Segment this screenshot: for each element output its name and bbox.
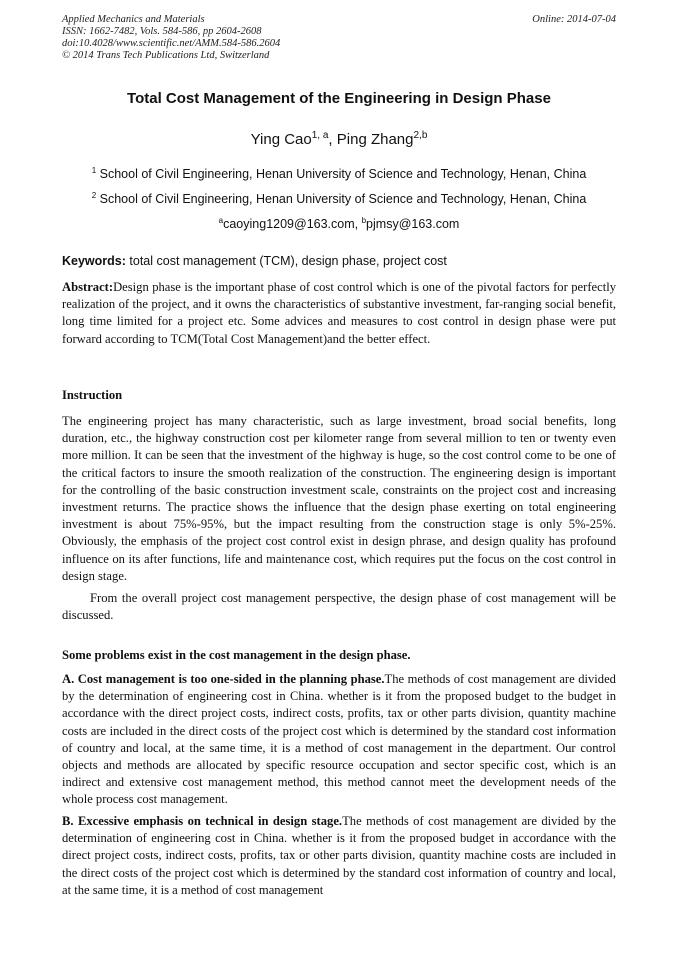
email-b-marker: b: [361, 216, 367, 225]
online-date: Online: 2014-07-04: [532, 14, 616, 25]
author-2-name: Ping Zhang: [336, 131, 414, 148]
instruction-heading: Instruction: [62, 388, 123, 402]
email-a-marker: a: [218, 216, 224, 225]
author-1-name: Ying Cao: [250, 131, 312, 148]
problems-heading: Some problems exist in the cost management in the design phase.: [62, 648, 411, 662]
instruction-paragraph-2: From the overall project cost management perspective, the design phase of cost management will be discussed.: [62, 591, 616, 623]
author-separator: ,: [328, 131, 337, 148]
affiliation-1: [62, 166, 616, 181]
problem-b-text: The methods of cost management are divided by the determination of engineering cost in China. whether is it from the proposed budget in accordance with the direct project costs, indirect costs, profits, tax or other parts division, quantity machine costs are included in the direct costs of the project cost which is determined by the standard cost information of country and local, at the same time, it is a method of cost management: [62, 814, 616, 897]
affiliation-1-marker: 1: [91, 166, 97, 175]
problem-a-paragraph: [62, 671, 616, 809]
affiliation-2-text: School of Civil Engineering, Henan University of Science and Technology, Henan, China: [99, 192, 587, 207]
abstract-text: Design phase is the important phase of cost control which is one of the pivotal factors for perfectly realization of the project, and it owns the characteristics of substantive investment, far-ranging social benefit, long time limited for a project etc. Some advices and measures to cost control in design phase were put forward according to TCM(Total Cost Management)and the better effect.: [62, 280, 616, 346]
problem-b-paragraph: [62, 813, 616, 899]
author-1-superscript: 1, a: [311, 130, 329, 141]
abstract-label: Abstract:: [62, 280, 114, 294]
author-2-superscript: 2,b: [413, 130, 428, 141]
email-line: [62, 216, 616, 231]
copyright-line: © 2014 Trans Tech Publications Ltd, Switzerland: [62, 50, 270, 61]
instruction-paragraph-1: The engineering project has many characteristic, such as large investment, broad social benefits, long duration, etc., the highway construction cost per kilometer range from several million to ten or twenty even more million. It can be seen that the investment of the highway is huge, so the cost control come to be one of the critical factors to insure the smooth realization of the construction. The engineering design is important for the controlling of the basic construction investment scale, constraints on the project cost and increasing investment returns. The practice shows the influence that the design phase exerting on total engineering investment is about 75%-95%, but the impact resulting from the construction stage is only 5%-25%. Obviously, the emphasis of the project cost control exist in design phrase, and design quality has profound influence on its after functions, life and maintenance cost, which requires put the focus on the cost control in design stage.: [62, 414, 616, 583]
author-line: [62, 130, 616, 148]
problem-b-label: B. Excessive emphasis on technical in design stage.: [62, 814, 343, 828]
keywords-label: Keywords:: [62, 254, 126, 268]
email-b[interactable]: pjmsy@163.com: [366, 217, 460, 232]
issn-line: ISSN: 1662-7482, Vols. 584-586, pp 2604-2608: [62, 26, 262, 37]
keywords-line: [62, 254, 616, 268]
email-a[interactable]: caoying1209@163.com,: [223, 217, 362, 232]
affiliation-2-marker: 2: [91, 191, 97, 200]
affiliation-2: [62, 191, 616, 206]
keywords-text: total cost management (TCM), design phase, project cost: [129, 254, 447, 268]
paper-title: Total Cost Management of the Engineering in Design Phase: [127, 90, 551, 107]
journal-header: [62, 14, 616, 62]
problem-a-label: A. Cost management is too one-sided in the planning phase.: [62, 672, 385, 686]
journal-name: Applied Mechanics and Materials: [62, 14, 205, 25]
problem-a-text: The methods of cost management are divided by the determination of engineering cost in China. whether is it from the proposed budget to the budget in accordance with the direct project costs, indirect costs, profits, tax or other parts division, quantity machine costs are included in the direct costs of the project cost which is determined by the standard cost information of country and local, at the same time, it is a method of cost management in the department. Our control objects and methods are allocated by specific resource occupation and sector specific cost, which is an indirect and extensive cost management method, this method cannot meet the development needs of the whole process cost management.: [62, 672, 616, 807]
doi-line: doi:10.4028/www.scientific.net/AMM.584-586.2604: [62, 38, 281, 49]
abstract: [62, 279, 616, 348]
affiliation-1-text: School of Civil Engineering, Henan University of Science and Technology, Henan, China: [99, 167, 587, 182]
